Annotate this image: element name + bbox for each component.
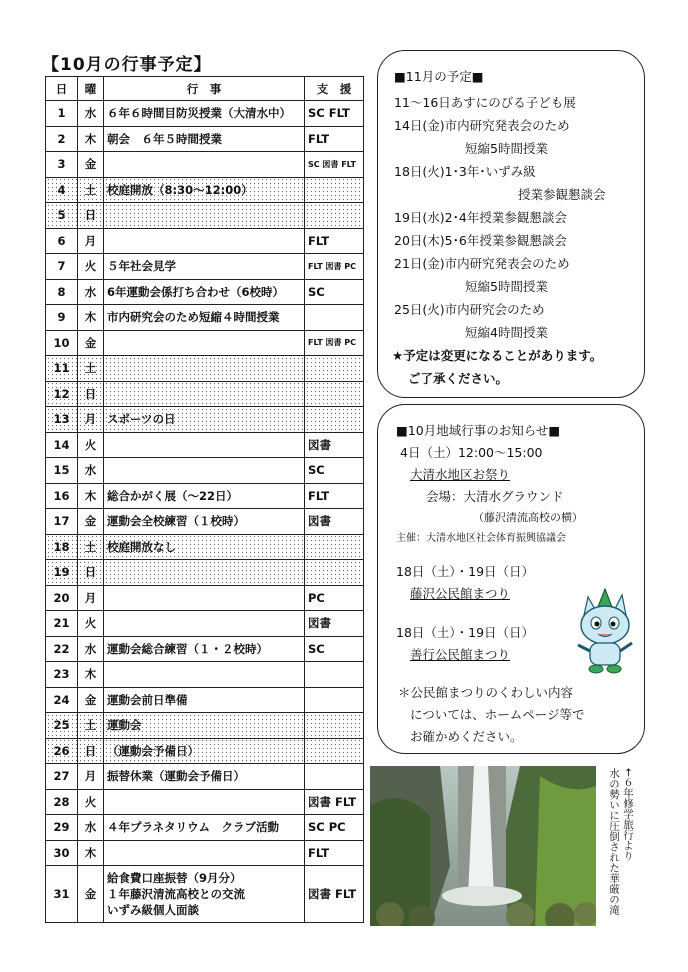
event-cell: スポーツの日 — [104, 407, 305, 433]
table-row — [46, 713, 364, 739]
event-venue-note: （藤沢清流高校の横） — [473, 511, 583, 524]
table-row — [46, 101, 364, 127]
day-cell: 30 — [46, 840, 78, 866]
weekday-cell: 火 — [78, 254, 104, 280]
november-line: 18日(火)1･3年･いずみ級 — [394, 164, 536, 179]
day-cell: 13 — [46, 407, 78, 433]
event-cell — [104, 585, 305, 611]
event-cell — [104, 152, 305, 178]
table-header-row — [46, 77, 364, 101]
event-cell: ６年６時間目防災授業（大清水中） — [104, 101, 305, 127]
support-cell — [305, 177, 364, 203]
weekday-cell: 日 — [78, 203, 104, 229]
support-cell — [305, 356, 364, 382]
weekday-cell: 金 — [78, 866, 104, 923]
weekday-cell: 日 — [78, 381, 104, 407]
page-title: 【10月の行事予定】 — [42, 55, 212, 75]
support-cell: FLT — [305, 483, 364, 509]
support-cell — [305, 305, 364, 331]
day-cell: 14 — [46, 432, 78, 458]
table-row — [46, 407, 364, 433]
event-cell: 6年運動会係打ち合わせ（6校時） — [104, 279, 305, 305]
day-cell: 11 — [46, 356, 78, 382]
weekday-cell: 木 — [78, 126, 104, 152]
event-cell — [104, 330, 305, 356]
weekday-cell: 日 — [78, 560, 104, 586]
november-line: 20日(木)5･6年授業参観懇談会 — [394, 233, 567, 248]
caption-line-1: ←６年修学旅行より — [622, 768, 634, 861]
day-cell: 26 — [46, 738, 78, 764]
november-line: 短縮5時間授業 — [465, 279, 548, 294]
weekday-cell: 木 — [78, 305, 104, 331]
weekday-cell: 水 — [78, 279, 104, 305]
november-heading: ■11月の予定■ — [394, 69, 484, 84]
support-cell — [305, 560, 364, 586]
table-row — [46, 534, 364, 560]
day-cell: 3 — [46, 152, 78, 178]
event-cell: 朝会 ６年５時間授業 — [104, 126, 305, 152]
header-weekday: 曜 — [78, 77, 104, 101]
day-cell: 17 — [46, 509, 78, 535]
table-row — [46, 764, 364, 790]
day-cell: 21 — [46, 611, 78, 637]
support-cell — [305, 203, 364, 229]
event-cell — [104, 560, 305, 586]
support-cell — [305, 713, 364, 739]
table-row — [46, 560, 364, 586]
table-row — [46, 458, 364, 484]
day-cell: 1 — [46, 101, 78, 127]
table-row — [46, 662, 364, 688]
november-line: 11～16日あすにのびる子ども展 — [394, 95, 576, 110]
weekday-cell: 月 — [78, 585, 104, 611]
table-row — [46, 840, 364, 866]
event-cell — [104, 432, 305, 458]
caption-line-2: 水の勢いに圧倒された華厳の滝 — [608, 768, 620, 915]
support-cell: SC — [305, 636, 364, 662]
support-cell: FLT — [305, 228, 364, 254]
weekday-cell: 金 — [78, 687, 104, 713]
day-cell: 8 — [46, 279, 78, 305]
day-cell: 15 — [46, 458, 78, 484]
event-cell — [104, 840, 305, 866]
table-row — [46, 203, 364, 229]
day-cell: 23 — [46, 662, 78, 688]
table-row — [46, 330, 364, 356]
november-box — [377, 50, 645, 398]
event-cell: 振替休業（運動会予備日） — [104, 764, 305, 790]
support-cell: FLT 図書 PC — [305, 254, 364, 280]
weekday-cell: 水 — [78, 636, 104, 662]
day-cell: 4 — [46, 177, 78, 203]
support-cell: SC — [305, 458, 364, 484]
support-cell — [305, 687, 364, 713]
event-cell: 給食費口座振替（9月分） １年藤沢清流高校との交流 いずみ級個人面談 — [104, 866, 305, 923]
weekday-cell: 水 — [78, 815, 104, 841]
event-cell: 市内研究会のため短縮４時間授業 — [104, 305, 305, 331]
weekday-cell: 月 — [78, 228, 104, 254]
table-row — [46, 152, 364, 178]
weekday-cell: 火 — [78, 789, 104, 815]
table-row — [46, 254, 364, 280]
table-row — [46, 483, 364, 509]
event-cell — [104, 458, 305, 484]
event-host: 主催：大清水地区社会体育振興協議会 — [396, 533, 566, 544]
event-cell — [104, 203, 305, 229]
table-row — [46, 815, 364, 841]
day-cell: 16 — [46, 483, 78, 509]
november-line: 21日(金)市内研究発表会のため — [394, 256, 570, 271]
table-row — [46, 177, 364, 203]
event-cell — [104, 789, 305, 815]
support-cell: SC FLT — [305, 101, 364, 127]
table-row — [46, 356, 364, 382]
event-cell: ５年社会見学 — [104, 254, 305, 280]
header-event: 行 事 — [104, 77, 305, 101]
header-day: 日 — [46, 77, 78, 101]
november-line: 授業参観懇談会 — [518, 187, 606, 202]
weekday-cell: 金 — [78, 509, 104, 535]
table-row — [46, 228, 364, 254]
weekday-cell: 木 — [78, 483, 104, 509]
event-name: 善行公民館まつり — [410, 647, 511, 662]
table-row — [46, 432, 364, 458]
event-cell — [104, 381, 305, 407]
day-cell: 6 — [46, 228, 78, 254]
day-cell: 22 — [46, 636, 78, 662]
support-cell — [305, 381, 364, 407]
day-cell: 28 — [46, 789, 78, 815]
change-notice: ★予定は変更になることがあります。 — [392, 348, 603, 363]
weekday-cell: 金 — [78, 330, 104, 356]
festival-note: お確かめください。 — [410, 729, 523, 744]
change-notice-2: ご了承ください。 — [408, 371, 509, 386]
support-cell — [305, 534, 364, 560]
festival-note: については、ホームページ等で — [410, 707, 585, 722]
weekday-cell: 土 — [78, 534, 104, 560]
support-cell — [305, 738, 364, 764]
november-line: 短縮5時間授業 — [465, 141, 548, 156]
day-cell: 5 — [46, 203, 78, 229]
table-row — [46, 789, 364, 815]
event-cell: 運動会 — [104, 713, 305, 739]
weekday-cell: 日 — [78, 738, 104, 764]
november-line: 25日(火)市内研究会のため — [394, 302, 545, 317]
weekday-cell: 木 — [78, 840, 104, 866]
november-line: 19日(水)2･4年授業参観懇談会 — [394, 210, 567, 225]
event-cell — [104, 662, 305, 688]
november-line: 14日(金)市内研究発表会のため — [394, 118, 570, 133]
event-date: 18日（土）・19日（日） — [396, 625, 535, 640]
support-cell: 図書 FLT — [305, 866, 364, 923]
event-cell: 総合かがく展（～22日） — [104, 483, 305, 509]
event-cell: 校庭開放（8:30～12:00） — [104, 177, 305, 203]
table-row — [46, 866, 364, 923]
support-cell: FLT 図書 PC — [305, 330, 364, 356]
event-cell — [104, 228, 305, 254]
day-cell: 19 — [46, 560, 78, 586]
day-cell: 24 — [46, 687, 78, 713]
mascot-illustration — [574, 585, 636, 677]
support-cell: SC PC — [305, 815, 364, 841]
support-cell: 図書 FLT — [305, 789, 364, 815]
table-row — [46, 509, 364, 535]
support-cell: SC 図書 FLT — [305, 152, 364, 178]
event-cell: ４年プラネタリウム クラブ活動 — [104, 815, 305, 841]
event-date: 18日（土）・19日（日） — [396, 564, 535, 579]
table-row — [46, 738, 364, 764]
event-name: 大清水地区お祭り — [410, 467, 511, 482]
support-cell: PC — [305, 585, 364, 611]
day-cell: 2 — [46, 126, 78, 152]
event-cell: （運動会予備日） — [104, 738, 305, 764]
support-cell: 図書 — [305, 611, 364, 637]
weekday-cell: 木 — [78, 662, 104, 688]
event-cell — [104, 356, 305, 382]
day-cell: 10 — [46, 330, 78, 356]
schedule-table — [45, 76, 364, 923]
weekday-cell: 土 — [78, 177, 104, 203]
weekday-cell: 水 — [78, 101, 104, 127]
support-cell: SC — [305, 279, 364, 305]
local-heading: ■10月地域行事のお知らせ■ — [396, 423, 561, 438]
table-row — [46, 305, 364, 331]
day-cell: 29 — [46, 815, 78, 841]
table-row — [46, 279, 364, 305]
table-row — [46, 585, 364, 611]
day-cell: 7 — [46, 254, 78, 280]
event-date: 4日（土）12:00～15:00 — [400, 445, 543, 460]
weekday-cell: 火 — [78, 432, 104, 458]
day-cell: 9 — [46, 305, 78, 331]
weekday-cell: 火 — [78, 611, 104, 637]
day-cell: 25 — [46, 713, 78, 739]
day-cell: 31 — [46, 866, 78, 923]
support-cell — [305, 407, 364, 433]
support-cell: FLT — [305, 126, 364, 152]
day-cell: 20 — [46, 585, 78, 611]
day-cell: 18 — [46, 534, 78, 560]
support-cell: 図書 — [305, 509, 364, 535]
weekday-cell: 金 — [78, 152, 104, 178]
weekday-cell: 水 — [78, 458, 104, 484]
waterfall-photo — [370, 766, 596, 926]
table-row — [46, 687, 364, 713]
weekday-cell: 月 — [78, 764, 104, 790]
local-events-box — [377, 404, 645, 754]
event-cell — [104, 611, 305, 637]
event-venue: 会場：大清水グラウンド — [426, 489, 564, 504]
festival-note: ＊公民館まつりのくわしい内容 — [398, 685, 574, 700]
event-name: 藤沢公民館まつり — [410, 586, 511, 601]
table-row — [46, 126, 364, 152]
photo-caption — [600, 768, 636, 928]
table-row — [46, 636, 364, 662]
event-cell: 運動会総合練習（１・２校時） — [104, 636, 305, 662]
support-cell: 図書 — [305, 432, 364, 458]
day-cell: 27 — [46, 764, 78, 790]
header-support: 支 援 — [305, 77, 364, 101]
support-cell — [305, 764, 364, 790]
event-cell: 運動会全校練習（１校時） — [104, 509, 305, 535]
table-row — [46, 611, 364, 637]
table-row — [46, 381, 364, 407]
november-line: 短縮4時間授業 — [465, 325, 548, 340]
day-cell: 12 — [46, 381, 78, 407]
weekday-cell: 月 — [78, 407, 104, 433]
support-cell: FLT — [305, 840, 364, 866]
weekday-cell: 土 — [78, 356, 104, 382]
event-cell: 運動会前日準備 — [104, 687, 305, 713]
support-cell — [305, 662, 364, 688]
event-cell: 校庭開放なし — [104, 534, 305, 560]
weekday-cell: 土 — [78, 713, 104, 739]
